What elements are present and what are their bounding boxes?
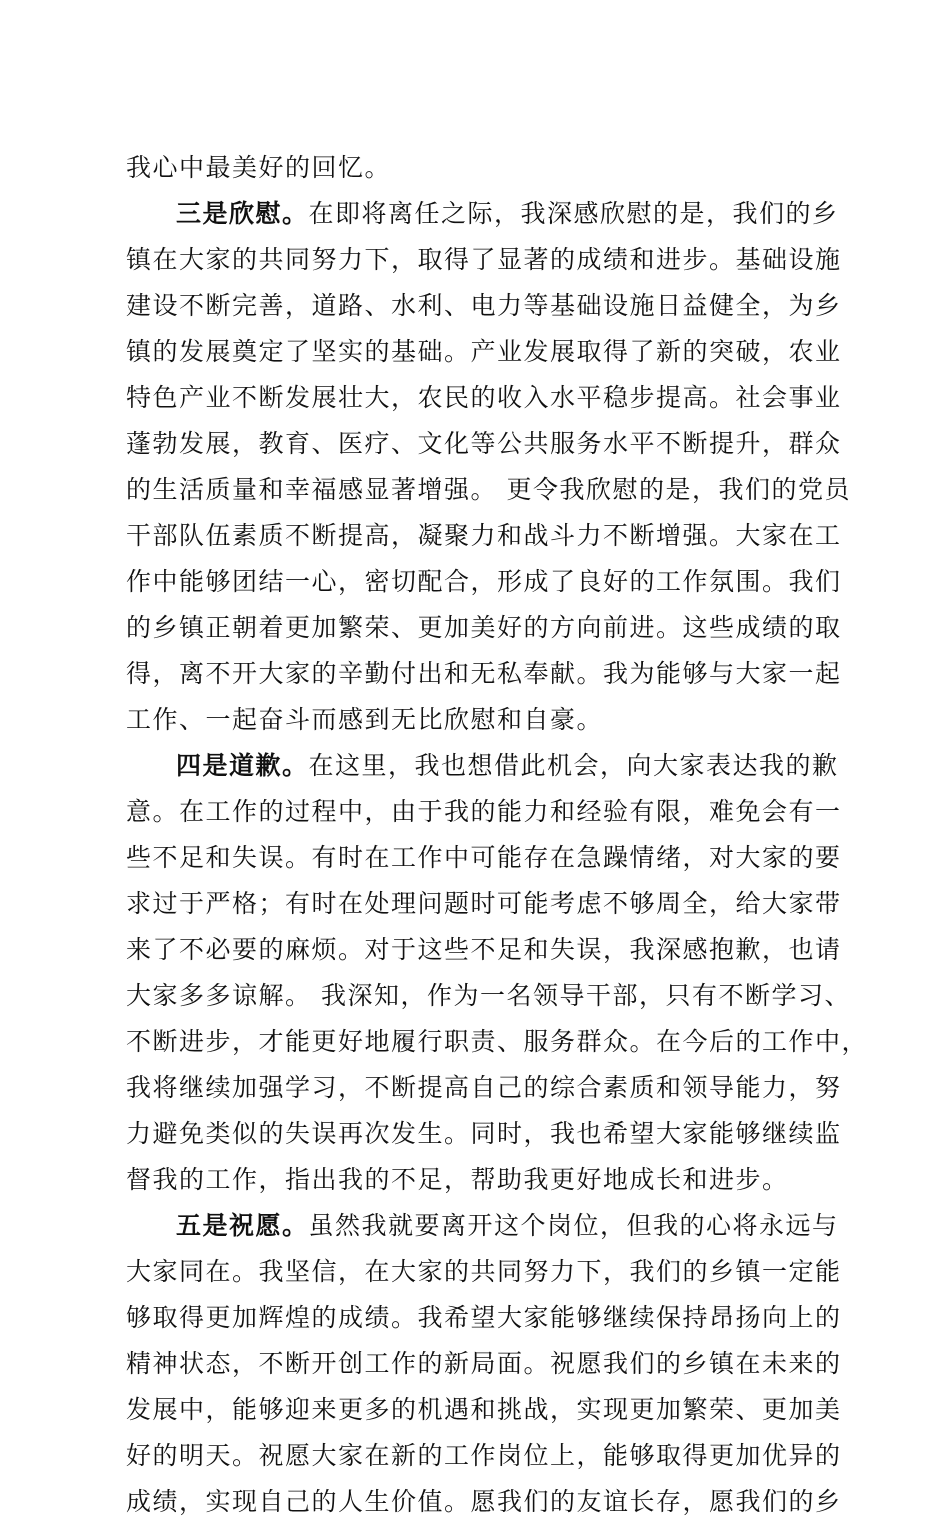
text-line: 我将继续加强学习，不断提高自己的综合素质和领导能力，努: [126, 1073, 842, 1102]
text-line: 精神状态，不断开创工作的新局面。祝愿我们的乡镇在未来的: [126, 1349, 842, 1378]
text-line: 不断进步，才能更好地履行职责、服务群众。在今后的工作中，: [126, 1027, 869, 1056]
text-line: 的生活质量和幸福感显著增强。 更令我欣慰的是，我们的党员: [126, 475, 851, 504]
section-heading-wishes: 五是祝愿。: [176, 1211, 309, 1240]
text-run: 在这里，我也想借此机会，向大家表达我的歉: [308, 751, 839, 780]
text-line: 建设不断完善，道路、水利、电力等基础设施日益健全，为乡: [126, 291, 842, 320]
text-line: 够取得更加辉煌的成绩。我希望大家能够继续保持昂扬向上的: [126, 1303, 842, 1332]
text-line: 求过于严格；有时在处理问题时可能考虑不够周全，给大家带: [126, 889, 842, 918]
text-line: 意。在工作的过程中，由于我的能力和经验有限，难免会有一: [126, 797, 842, 826]
text-line: 力避免类似的失误再次发生。同时，我也希望大家能够继续监: [126, 1119, 842, 1148]
text-line: 成绩，实现自己的人生价值。愿我们的友谊长存，愿我们的乡: [126, 1487, 842, 1516]
text-line: 大家同在。我坚信，在大家的共同努力下，我们的乡镇一定能: [126, 1257, 842, 1286]
text-line: 干部队伍素质不断提高，凝聚力和战斗力不断增强。大家在工: [126, 521, 842, 550]
text-line: 发展中，能够迎来更多的机遇和挑战，实现更加繁荣、更加美: [126, 1395, 842, 1424]
text-line: 的乡镇正朝着更加繁荣、更加美好的方向前进。这些成绩的取: [126, 613, 842, 642]
section-four-first-line: [126, 743, 839, 789]
text-line: 好的明天。祝愿大家在新的工作岗位上，能够取得更加优异的: [126, 1441, 842, 1470]
text-line: 我心中最美好的回忆。: [126, 153, 392, 182]
section-three-first-line: [126, 191, 839, 237]
text-run: 在即将离任之际，我深感欣慰的是，我们的乡: [308, 199, 839, 228]
text-line: 蓬勃发展，教育、医疗、文化等公共服务水平不断提升，群众: [126, 429, 842, 458]
text-line: 镇的发展奠定了坚实的基础。产业发展取得了新的突破，农业: [126, 337, 842, 366]
text-run: 虽然我就要离开这个岗位，但我的心将永远与: [308, 1211, 839, 1240]
text-line: 工作、一起奋斗而感到无比欣慰和自豪。: [126, 705, 604, 734]
text-line: 特色产业不断发展壮大，农民的收入水平稳步提高。社会事业: [126, 383, 842, 412]
text-line: 镇在大家的共同努力下，取得了显著的成绩和进步。基础设施: [126, 245, 842, 274]
text-line: 些不足和失误。有时在工作中可能存在急躁情绪，对大家的要: [126, 843, 842, 872]
text-line: 得，离不开大家的辛勤付出和无私奉献。我为能够与大家一起: [126, 659, 842, 688]
section-five-first-line: [126, 1203, 839, 1249]
text-line: 大家多多谅解。 我深知，作为一名领导干部，只有不断学习、: [126, 981, 851, 1010]
text-line: 来了不必要的麻烦。对于这些不足和失误，我深感抱歉，也请: [126, 935, 842, 964]
section-heading-gratification: 三是欣慰。: [176, 199, 309, 228]
text-line: 作中能够团结一心，密切配合，形成了良好的工作氛围。我们: [126, 567, 842, 596]
text-line: 督我的工作，指出我的不足，帮助我更好地成长和进步。: [126, 1165, 789, 1194]
section-heading-apology: 四是道歉。: [176, 751, 309, 780]
